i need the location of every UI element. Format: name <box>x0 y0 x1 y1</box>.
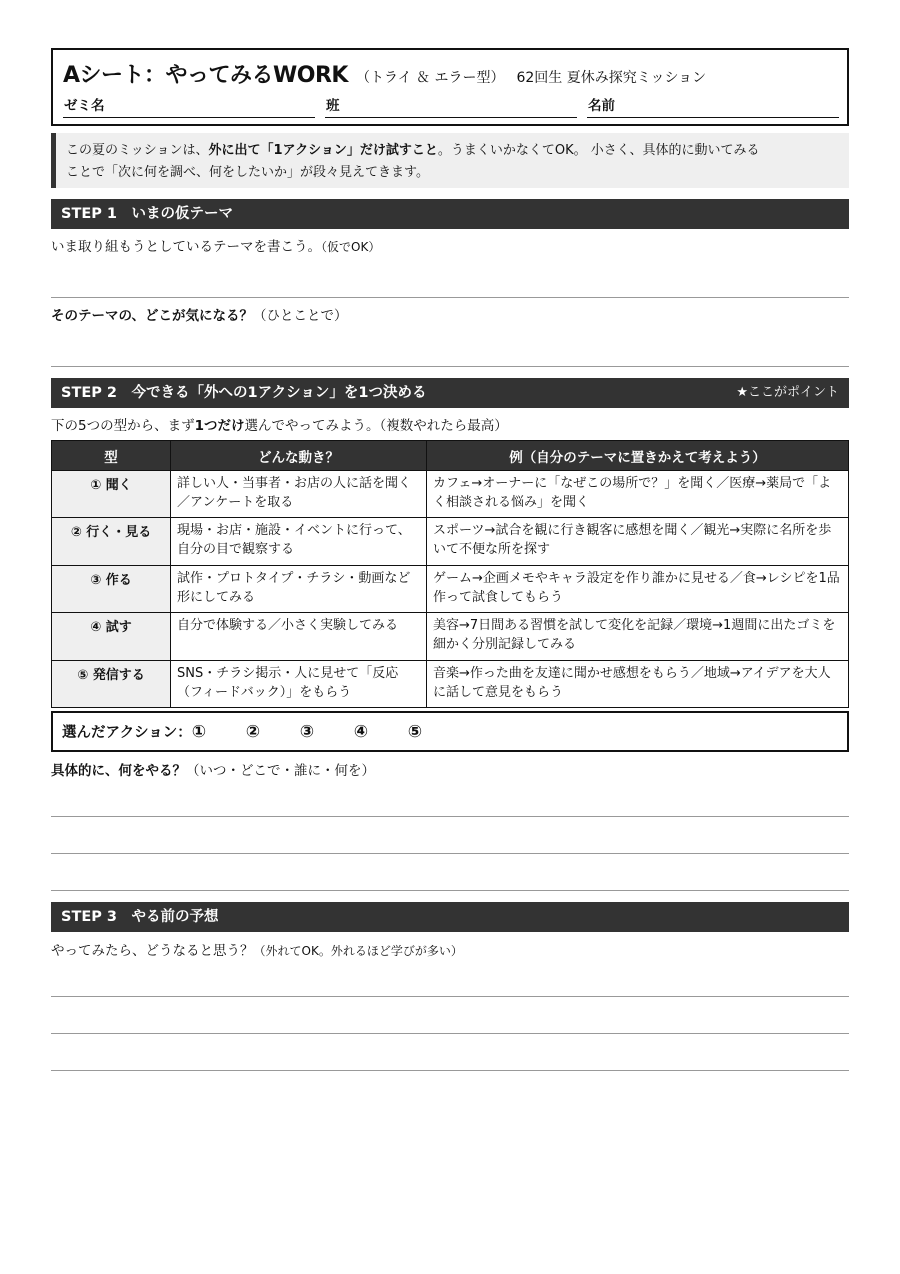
type-cell: ③ 作る <box>52 566 171 613</box>
example-cell: 美容→7日間ある習慣を試して変化を記録／環境→1週間に出たゴミを細かく分別記録してみる <box>427 613 849 661</box>
header-type: 型 <box>52 441 171 471</box>
move-cell: 試作・プロトタイプ・チラシ・動画など形にしてみる <box>171 566 427 613</box>
notice-text: 。うまくいかなくてOK。 小さく、具体的に動いてみる <box>437 143 760 158</box>
table-row <box>52 566 849 613</box>
step3-header: STEP 3 やる前の予想 <box>51 902 849 932</box>
answer-line[interactable] <box>51 996 849 997</box>
choice-3[interactable]: ③ <box>299 722 315 742</box>
example-cell: ゲーム→企画メモやキャラ設定を作り誰かに見せる／食→レシピを1品作って試食してもらう <box>427 566 849 613</box>
chosen-action-label: 選んだアクション： <box>62 725 192 741</box>
answer-line[interactable] <box>51 816 849 817</box>
point-badge: ★ここがポイント <box>736 385 839 400</box>
chosen-action-box <box>51 711 849 752</box>
step1-question-2 <box>51 304 347 324</box>
step1-header: STEP 1 いまの仮テーマ <box>51 199 849 229</box>
question-note: （仮でOK） <box>321 240 381 254</box>
step2-header <box>51 378 849 408</box>
choice-1[interactable]: ① <box>191 722 207 742</box>
question-text: いま取り組もうとしているテーマを書こう。 <box>51 239 321 255</box>
table-row <box>52 661 849 708</box>
intro-emphasis: 1つだけ <box>194 418 245 434</box>
answer-line[interactable] <box>51 366 849 367</box>
move-cell: SNS・チラシ掲示・人に見せて「反応（フィードバック）」をもらう <box>171 661 427 708</box>
seminar-name-field[interactable]: ゼミ名 <box>63 94 315 118</box>
example-cell: スポーツ→試合を観に行き観客に感想を聞く／観光→実際に名所を歩いて不便な所を探す <box>427 518 849 566</box>
answer-line[interactable] <box>51 890 849 891</box>
answer-line[interactable] <box>51 1033 849 1034</box>
title-row <box>63 58 706 89</box>
answer-line[interactable] <box>51 297 849 298</box>
table-row <box>52 471 849 518</box>
step2-question <box>51 759 375 779</box>
type-cell: ⑤ 発信する <box>52 661 171 708</box>
sheet-generation: 62回生 夏休み探究ミッション <box>516 70 707 86</box>
notice-line-1 <box>66 140 839 162</box>
question-text: やってみたら、どうなると思う？ <box>51 943 254 959</box>
answer-line[interactable] <box>51 1070 849 1071</box>
answer-line[interactable] <box>51 853 849 854</box>
example-cell: カフェ→オーナーに「なぜこの場所で？」を聞く／医療→薬局で「よく相談される悩み」を聞く <box>427 471 849 518</box>
question-text: そのテーマの、どこが気になる？ <box>51 308 253 324</box>
step2-title: STEP 2 今できる「外への1アクション」を1つ決める <box>61 385 427 401</box>
notice-text: この夏のミッションは、 <box>66 143 209 158</box>
question-text: 具体的に、何をやる？ <box>51 763 186 779</box>
intro-text: 選んでやってみよう。（複数やれたら最高） <box>244 418 508 434</box>
mission-notice <box>51 133 849 188</box>
type-cell: ② 行く・見る <box>52 518 171 566</box>
step2-intro <box>51 414 508 434</box>
table-row <box>52 518 849 566</box>
header-move: どんな動き？ <box>171 441 427 471</box>
move-cell: 現場・お店・施設・イベントに行って、自分の目で観察する <box>171 518 427 566</box>
notice-emphasis: 外に出て「1アクション」だけ試すこと <box>208 143 438 158</box>
move-cell: 詳しい人・当事者・お店の人に話を聞く／アンケートを取る <box>171 471 427 518</box>
question-note: （ひとことで） <box>252 308 348 324</box>
question-note: （いつ・どこで・誰に・何を） <box>186 763 375 779</box>
choice-4[interactable]: ④ <box>353 722 369 742</box>
group-field[interactable]: 班 <box>325 94 577 118</box>
move-cell: 自分で体験する／小さく実験してみる <box>171 613 427 661</box>
table-header-row <box>52 441 849 471</box>
step3-question <box>51 939 463 959</box>
type-cell: ④ 試す <box>52 613 171 661</box>
type-cell: ① 聞く <box>52 471 171 518</box>
choice-2[interactable]: ② <box>245 722 261 742</box>
sheet-title: Aシート：やってみるWORK <box>63 63 348 88</box>
intro-text: 下の5つの型から、まず <box>51 418 195 434</box>
header-box <box>51 48 849 126</box>
action-types-table <box>51 440 849 708</box>
question-note: （外れてOK。外れるほど学びが多い） <box>253 944 463 958</box>
step1-question-1 <box>51 235 380 255</box>
choice-5[interactable]: ⑤ <box>407 722 423 742</box>
header-example: 例（自分のテーマに置きかえて考えよう） <box>427 441 849 471</box>
example-cell: 音楽→作った曲を友達に聞かせ感想をもらう／地域→アイデアを大人に話して意見をもらう <box>427 661 849 708</box>
notice-line-2: ことで「次に何を調べ、何をしたいか」が段々見えてきます。 <box>66 165 429 180</box>
table-row <box>52 613 849 661</box>
sheet-subtitle: （トライ ＆ エラー型） <box>355 70 505 86</box>
name-field[interactable]: 名前 <box>587 94 839 118</box>
